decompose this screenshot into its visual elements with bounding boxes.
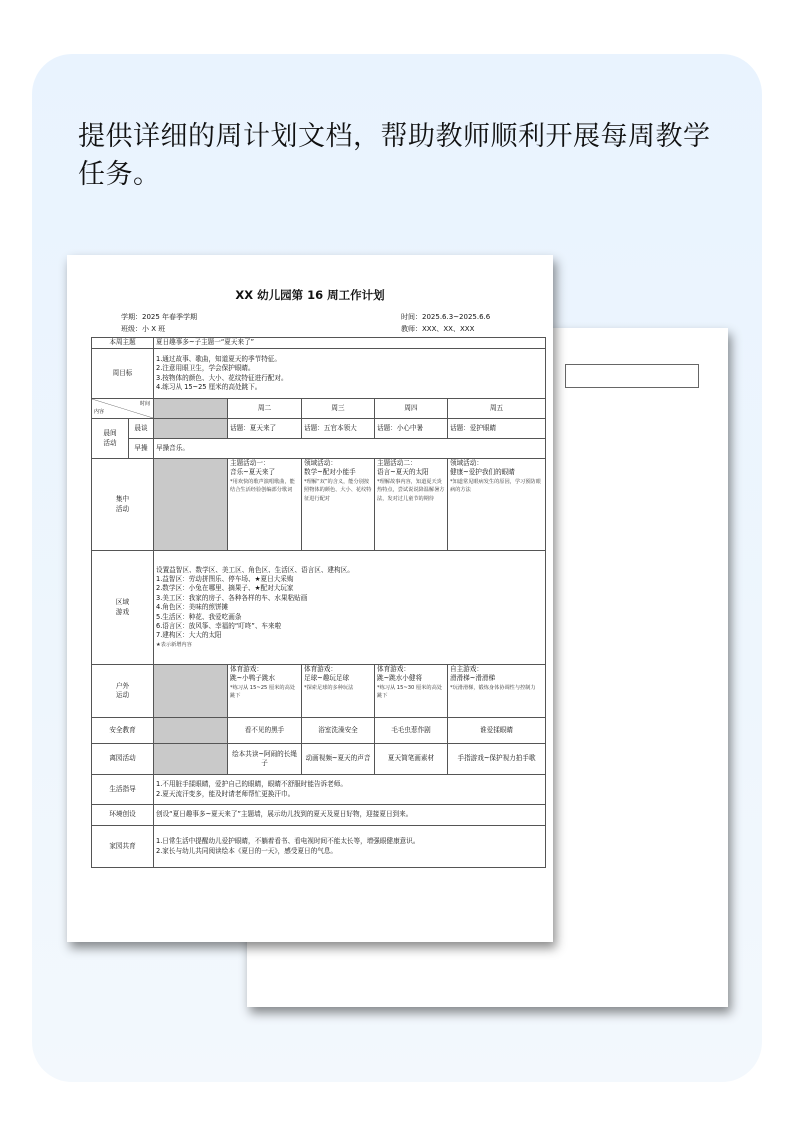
- outdoor-activity: [375, 665, 448, 718]
- talk-topic: 话题：小心中暑: [375, 419, 448, 439]
- activity-title: 健康~爱护我们的眼睛: [450, 468, 515, 477]
- activity-note: *理解故事内容，知道夏天炎热特点，尝试说说降温解暑方法，发对过儿童节的期待: [377, 478, 445, 502]
- outdoor-activity: [228, 665, 302, 718]
- safety-topic: 谁爱揉眼睛: [448, 718, 546, 744]
- activity-note: *练习从 15~25 厘米的高处跳下: [230, 684, 295, 700]
- empty-gray-cell: [154, 718, 228, 744]
- weekly-plan-table: [91, 337, 546, 868]
- front-document-page: [67, 255, 553, 942]
- activity-title: 音乐~夏天来了: [230, 468, 276, 477]
- activity-note: *理解“双”的含义，能分别按照物体的颜色、大小、花纹特征进行配对: [304, 478, 372, 502]
- table-row: [92, 419, 546, 439]
- activity-note: *练习从 15~30 厘米的高处跳下: [377, 684, 442, 700]
- area-item: 7.建构区：大大的太阳: [156, 631, 222, 640]
- time-info: 时间：2025.6.3~2025.6.6: [401, 313, 491, 321]
- leave-activity: 动画视频~夏天的声音: [302, 744, 375, 775]
- home-item: 2.家长与幼儿共同阅读绘本《夏日的一天》，感受夏日的气息。: [156, 846, 338, 855]
- home-label: 家园共育: [92, 826, 154, 868]
- leave-activity: 手指游戏~保护视力拍手歌: [448, 744, 546, 775]
- empty-gray-cell: [154, 459, 228, 551]
- safety-topic: 毛毛虫惹作剧: [375, 718, 448, 744]
- focus-activity: [228, 459, 302, 551]
- leave-activity: 夏天简笔画素材: [375, 744, 448, 775]
- talk-topic: 话题：夏天来了: [228, 419, 302, 439]
- area-label: [92, 551, 154, 665]
- table-row: [92, 665, 546, 718]
- area-item: 4.角色区：美味的煎饼摊: [156, 603, 229, 612]
- env-content: 创设“夏日趣事多~夏天来了”主题墙，展示幼儿找到的夏天及夏日好物，迎接夏日到来。: [154, 805, 546, 826]
- term-info: 学期：2025 年春季学期: [121, 313, 198, 321]
- class-info: 班级：小 X 班: [121, 325, 166, 333]
- empty-gray-cell: [154, 744, 228, 775]
- safety-label: 安全教育: [92, 718, 154, 744]
- day-header: 周二: [228, 399, 302, 419]
- area-label-line: 游戏: [115, 607, 130, 616]
- diag-content-label: 内容: [94, 408, 105, 415]
- back-page-table-fragment: [565, 364, 699, 388]
- theme-label: 本周主题: [92, 338, 154, 349]
- goals-label: 周目标: [92, 349, 154, 399]
- area-item: 设置益智区、数学区、美工区、角色区、生活区、语言区、建构区。: [156, 565, 354, 574]
- focus-label-line: 集中: [115, 495, 130, 504]
- leave-label: 离园活动: [92, 744, 154, 775]
- area-content: [154, 551, 546, 665]
- exercise-label: 早操: [129, 439, 154, 459]
- empty-gray-cell: [154, 665, 228, 718]
- table-row: [92, 551, 546, 665]
- goal-item: 3.按物体的颜色、大小、花纹特征进行配对。: [156, 373, 288, 382]
- activity-title: 跳~小鸭子跳水: [230, 674, 276, 683]
- area-item: 1.益智区：劳动拼图乐、停车场、★夏日大采购: [156, 574, 294, 583]
- area-label-line: 区域: [115, 598, 130, 607]
- talk-topic: 话题：爱护眼睛: [448, 419, 546, 439]
- table-row: [92, 805, 546, 826]
- env-label: 环境创设: [92, 805, 154, 826]
- activity-title: 跳~跳水小健将: [377, 674, 423, 683]
- activity-note: *玩滑滑梯，锻炼身体协调性与控制力: [450, 684, 536, 691]
- diag-time-label: 时间: [139, 401, 150, 407]
- home-content: [154, 826, 546, 868]
- activity-head: 领域活动：: [304, 459, 337, 467]
- table-row: [92, 744, 546, 775]
- activity-title: 足球~趣玩足球: [304, 674, 350, 683]
- table-row: [92, 459, 546, 551]
- activity-head: 主题活动二：: [377, 459, 417, 467]
- activity-head: 体育游戏：: [230, 665, 263, 673]
- outdoor-label: [92, 665, 154, 718]
- morning-label: [92, 419, 129, 459]
- table-row: [92, 718, 546, 744]
- goal-item: 4.练习从 15~25 厘米的高处跳下。: [156, 382, 262, 391]
- outdoor-activity: [448, 665, 546, 718]
- day-header: 周五: [448, 399, 546, 419]
- area-item: 2.数学区：小兔在哪里、摘果子、★配对大玩家: [156, 584, 294, 593]
- day-header: 周三: [302, 399, 375, 419]
- empty-gray-cell: [154, 399, 228, 419]
- day-header: 周四: [375, 399, 448, 419]
- activity-title: 语言~夏天的太阳: [377, 468, 429, 477]
- area-item: 3.美工区：我家的房子、各种各样的车、水果粘贴画: [156, 593, 308, 602]
- table-row: [92, 775, 546, 805]
- safety-topic: 浴室洗澡安全: [302, 718, 375, 744]
- activity-note: *知道常见眼病发生的原因，学习预防眼病的方法: [450, 478, 541, 494]
- activity-head: 主题活动一：: [230, 459, 270, 467]
- activity-title: 数学~配对小能手: [304, 468, 356, 477]
- leave-activity: 绘本共读~阿闹的长绳子: [228, 744, 302, 775]
- activity-note: *用欢快的歌声演唱歌曲，能结合生活经验创编部分歌词: [230, 478, 295, 494]
- table-row: [92, 338, 546, 349]
- home-item: 1.日常生活中提醒幼儿爱护眼睛，不躺着看书、看电视时间不能太长等，增强眼健康意识。: [156, 837, 420, 846]
- focus-label: [92, 459, 154, 551]
- life-content: [154, 775, 546, 805]
- activity-title: 滑滑梯~滑滑梯: [450, 674, 496, 683]
- safety-topic: 看不见的黑手: [228, 718, 302, 744]
- teacher-info: 教师：XXX、XX、XXX: [401, 325, 475, 333]
- talk-label: 晨谈: [129, 419, 154, 439]
- activity-note: *探索足球的多种玩法: [304, 684, 354, 691]
- outdoor-activity: [302, 665, 375, 718]
- focus-activity: [302, 459, 375, 551]
- goal-item: 1.通过故事、歌曲，知道夏天的季节特征。: [156, 354, 281, 363]
- focus-label-line: 活动: [115, 504, 130, 513]
- morning-label-line: 活动: [103, 438, 117, 447]
- activity-head: 自主游戏：: [450, 665, 483, 673]
- activity-head: 体育游戏：: [304, 665, 337, 673]
- focus-activity: [448, 459, 546, 551]
- document-title: XX 幼儿园第 16 周工作计划: [235, 288, 385, 302]
- life-item: 1.不用脏手揉眼睛，爱护自己的眼睛，眼睛不舒服时能告诉老师。: [156, 780, 347, 789]
- table-row: [92, 439, 546, 459]
- table-row: [92, 399, 546, 419]
- diagonal-header: [92, 399, 154, 419]
- activity-head: 领域活动：: [450, 459, 483, 467]
- outdoor-label-line: 户外: [115, 681, 130, 690]
- life-item: 2.夏天流汗变多，能及时请老师帮忙更换汗巾。: [156, 789, 295, 798]
- area-item: 5.生活区：种花、我爱吃画条: [156, 612, 242, 621]
- area-note: ★表示新增内容: [156, 641, 192, 648]
- theme-value: 夏日趣事多~子主题一“夏天来了”: [154, 338, 546, 349]
- headline: 提供详细的周计划文档，帮助教师顺利开展每周教学任务。: [78, 121, 711, 190]
- goal-item: 2.注意用眼卫生，学会保护眼睛。: [156, 364, 255, 373]
- life-label: 生活指导: [92, 775, 154, 805]
- exercise-value: 早操音乐。: [154, 439, 546, 459]
- activity-head: 体育游戏：: [377, 665, 410, 673]
- table-row: [92, 349, 546, 399]
- talk-topic: 话题：五官本领大: [302, 419, 375, 439]
- area-item: 6.语言区：放风筝、幸福的“叮咚”、车来啦: [156, 622, 282, 631]
- outdoor-label-line: 运动: [115, 691, 130, 699]
- goals-cell: [154, 349, 546, 399]
- table-row: [92, 826, 546, 868]
- empty-gray-cell: [154, 419, 228, 439]
- morning-label-line: 晨间: [103, 429, 117, 438]
- focus-activity: [375, 459, 448, 551]
